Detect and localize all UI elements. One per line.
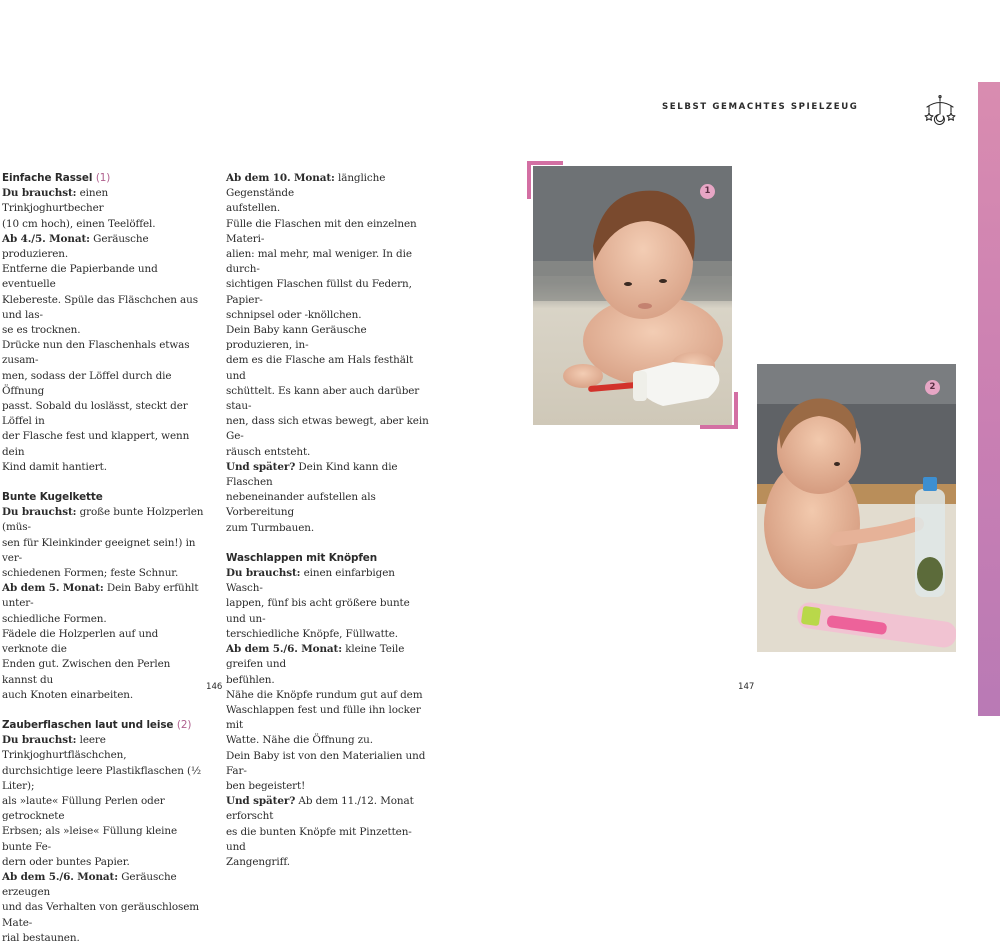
page-number-right: 147 [738,682,755,692]
text-line: dem es die Flasche am Hals festhält und [226,354,414,382]
baby-mobile-icon [922,94,958,130]
photo-baby-bottles [757,364,956,652]
text-line: nebeneinander aufstellen als Vorbereitung [226,491,376,519]
text-line: Dein Baby ist von den Materialien und Far- [226,749,426,777]
text-line: Zangengriff. [226,855,290,868]
paragraph: Du brauchst: einen einfarbigen Wasch- [226,567,395,595]
paragraph: Und später? Ab dem 11./12. Monat erforscht [226,795,414,823]
text-line: als »laute« Füllung Perlen oder getrocknete [2,794,165,823]
text-line: ben begeistert! [226,779,306,792]
text-line: durchsichtige leere Plastikflaschen (½ Liter); [2,764,201,792]
heading-kugelkette: Bunte Kugelkette [2,491,103,504]
text-line: und das Verhalten von geräuschlosem Mate- [2,901,200,929]
text-line: dern oder buntes Papier. [2,855,130,868]
paragraph: Ab dem 10. Monat: längliche Gegenstände [226,172,386,200]
text-line: der Flasche fest und klappert, wenn dein [2,430,190,458]
text-line: befühlen. [226,673,275,686]
text-line: men, sodass der Löffel durch die Öffnung [2,369,172,397]
paragraph: Ab dem 5. Monat: Dein Baby erfühlt unter- [2,582,199,610]
text-line: schiedliche Formen. [2,612,107,625]
text-line: nen, dass sich etwas bewegt, aber kein Ge- [226,415,429,443]
photo-number-badge: 2 [925,380,940,395]
text-line: alien: mal mehr, mal weniger. In die durch- [226,248,412,276]
corner-bracket [700,425,738,429]
paragraph: Du brauchst: große bunte Holzperlen (müs- [2,506,204,534]
text-line: Kind damit hantiert. [2,460,107,473]
text-line: se es trocknen. [2,324,81,337]
paragraph: Ab 4./5. Monat: Geräusche produzieren. [2,232,149,261]
text-line: schiedenen Formen; feste Schnur. [2,567,179,580]
paragraph: Ab dem 5./6. Monat: kleine Teile greifen und [226,643,405,671]
text-line: Waschlappen fest und fülle ihn locker mit [226,703,421,732]
text-line: auch Knoten einarbeiten. [2,688,134,701]
text-line: es die bunten Knöpfe mit Pinzetten- und [226,825,412,853]
text-column-left [2,171,207,946]
photo-number-badge: 1 [700,184,715,199]
text-line: Entferne die Papierbande und eventuelle [2,263,158,291]
text-line: räusch entsteht. [226,445,311,458]
text-line: Fülle die Flaschen mit den einzelnen Materi- [226,217,417,245]
paragraph: Und später? Dein Kind kann die Flaschen [226,460,398,489]
text-line: lappen, fünf bis acht größere bunte und un- [226,597,410,625]
text-line: terschiedliche Knöpfe, Füllwatte. [226,627,398,640]
photo-baby-rattle [533,166,732,425]
text-line: Enden gut. Zwischen den Perlen kannst du [2,658,171,686]
text-line: sichtigen Flaschen füllst du Federn, Papier- [226,278,412,306]
text-line: Nähe die Knöpfe rundum gut auf dem [226,688,423,701]
text-line: sen für Kleinkinder geeignet sein!) in ver- [2,536,196,564]
text-line: schnipsel oder -knöllchen. [226,308,362,321]
text-column-middle [226,171,431,870]
text-line: Watte. Nähe die Öffnung zu. [226,734,373,747]
text-line: Drücke nun den Flaschenhals etwas zusam- [2,339,190,367]
text-line: passt. Sobald du loslässt, steckt der Löffel in [2,400,188,428]
paragraph: Du brauchst: einen Trinkjoghurtbecher [2,187,109,215]
corner-bracket [527,161,563,165]
running-head: SELBST GEMACHTES SPIELZEUG [662,102,859,112]
heading-rassel: Einfache Rassel (1) [2,172,111,184]
page-number-left: 146 [206,682,223,692]
paragraph: Ab dem 5./6. Monat: Geräusche erzeugen [2,870,177,899]
paragraph: Du brauchst: leere Trinkjoghurtfläschchen, [2,734,127,762]
text-line: Dein Baby kann Geräusche produzieren, in- [226,324,367,352]
text-line: zum Turmbauen. [226,521,315,534]
text-line: aufstellen. [226,202,281,215]
text-line: (10 cm hoch), einen Teelöffel. [2,217,156,230]
corner-bracket [734,392,738,429]
text-line: Erbsen; als »leise« Füllung kleine bunte Fe- [2,825,178,853]
text-line: Fädele die Holzperlen auf und verknote die [2,627,159,656]
chapter-side-tab [978,82,1000,716]
heading-zauberflaschen: Zauberflaschen laut und leise (2) [2,718,192,731]
text-line: rial bestaunen. [2,931,80,944]
text-line: Klebereste. Spüle das Fläschchen aus und las- [2,293,198,321]
heading-waschlappen: Waschlappen mit Knöpfen [226,551,378,564]
corner-bracket [527,161,531,199]
text-line: schüttelt. Es kann aber auch darüber stau- [226,384,420,413]
